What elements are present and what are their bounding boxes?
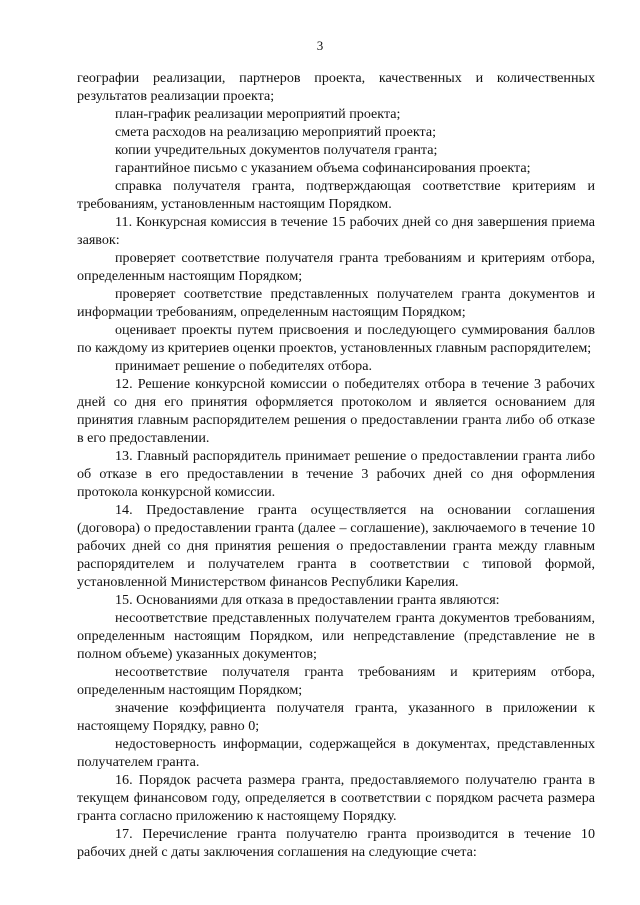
paragraph-list-item: значение коэффициента получателя гранта, указанного в приложении к настоящему Порядку, равно 0;: [77, 700, 595, 734]
paragraph-clause-12: 12. Решение конкурсной комиссии о победителях отбора в течение 3 рабочих дней со дня его принятия оформляется протоколом и является основанием для принятия главным распорядителем решения о предоставлении гранта либо об отказе в его предоставлении.: [77, 376, 595, 446]
page-number: 3: [316, 38, 324, 53]
paragraph-list-item: смета расходов на реализацию мероприятий проекта;: [115, 124, 437, 140]
paragraph-list-item: несоответствие получателя гранта требованиям и критериям отбора, определенным настоящим Порядком;: [77, 664, 595, 698]
paragraph-list-item: недостоверность информации, содержащейся в документах, представленных получателем гранта.: [77, 736, 595, 770]
paragraph-list-item: копии учредительных документов получателя гранта;: [115, 142, 438, 158]
paragraph-clause-15: 15. Основаниями для отказа в предоставлении гранта являются:: [115, 592, 500, 608]
paragraph-list-item: план-график реализации мероприятий проекта;: [115, 106, 401, 122]
paragraph-clause-16: 16. Порядок расчета размера гранта, предоставляемого получателю гранта в текущем финансовом году, определяется в соответствии с порядком расчета размера гранта согласно приложению к настоящему Порядку.: [77, 772, 595, 824]
paragraph-list-item: оценивает проекты путем присвоения и последующего суммирования баллов по каждому из критериев оценки проектов, установленных главным распорядителем;: [77, 322, 595, 356]
paragraph-list-item: принимает решение о победителях отбора.: [115, 358, 372, 374]
paragraph-clause-11: 11. Конкурсная комиссия в течение 15 рабочих дней со дня завершения приема заявок:: [77, 214, 595, 248]
paragraph-list-item: справка получателя гранта, подтверждающая соответствие критериям и требованиям, установленным настоящим Порядком.: [77, 178, 595, 212]
paragraph-clause-17: 17. Перечисление гранта получателю гранта производится в течение 10 рабочих дней с даты заключения соглашения на следующие счета:: [77, 826, 595, 860]
paragraph-list-item: проверяет соответствие представленных получателем гранта документов и информации требованиям, определенным настоящим Порядком;: [77, 286, 595, 320]
paragraph-list-item: гарантийное письмо с указанием объема софинансирования проекта;: [115, 160, 531, 176]
paragraph-continuation: географии реализации, партнеров проекта, качественных и количественных результатов реализации проекта;: [77, 70, 595, 104]
paragraph-list-item: несоответствие представленных получателем гранта документов требованиям, определенным настоящим Порядком, или непредставление (представление не в полном объеме) указанных документов;: [77, 610, 595, 662]
paragraph-clause-14: 14. Предоставление гранта осуществляется на основании соглашения (договора) о предоставлении гранта (далее – соглашение), заключаемого в течение 10 рабочих дней со дня принятия решения о предоставлении гранта между главным распорядителем и получателем гранта в соответствии с типовой формой, установленной Министерством финансов Республики Карелия.: [77, 502, 595, 590]
document-body: [77, 69, 595, 861]
paragraph-list-item: проверяет соответствие получателя гранта требованиям и критериям отбора, определенным настоящим Порядком;: [77, 250, 595, 284]
paragraph-clause-13: 13. Главный распорядитель принимает решение о предоставлении гранта либо об отказе в его предоставлении в течение 3 рабочих дней со дня оформления протокола конкурсной комиссии.: [77, 448, 595, 500]
